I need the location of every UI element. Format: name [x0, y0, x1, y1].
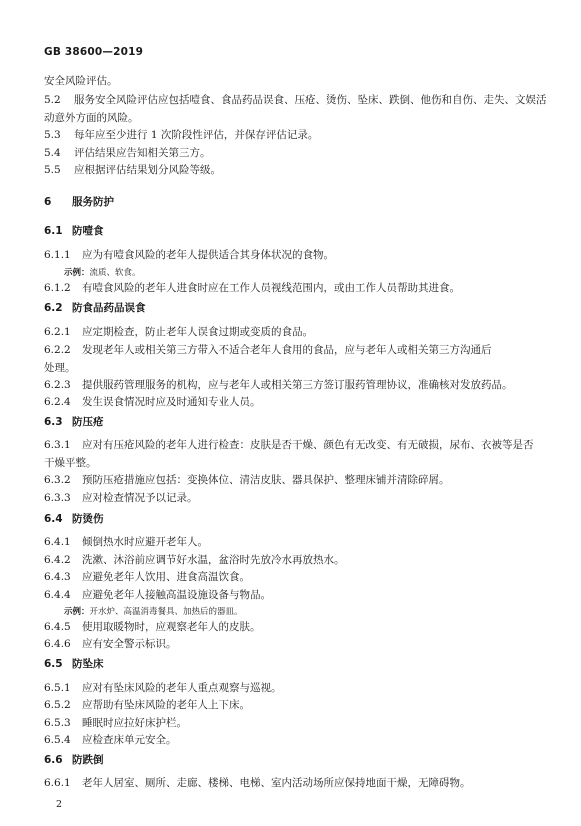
clause-6-5-4: 6.5.4 应检查床单元安全。 [44, 734, 177, 746]
clause-6-1-1: 6.1.1 应为有噎食风险的老年人提供适合其身体状况的食物。 [44, 249, 334, 261]
section-6-6-heading: 6.6 防跌倒 [44, 754, 104, 766]
page-number: 2 [56, 799, 63, 810]
clause-6-3-1-cont: 干燥平整。 [44, 457, 97, 469]
section-6-5-heading: 6.5 防坠床 [44, 658, 104, 670]
section-6-3-heading: 6.3 防压疮 [44, 416, 104, 428]
clause-5-2: 5.2 服务安全风险评估应包括噎食、食品药品误食、压疮、烫伤、坠床、跌倒、他伤和自伤、走失、文娱活 [44, 94, 547, 106]
section-6-2-heading: 6.2 防食品药品误食 [44, 302, 146, 314]
clause-6-4-3: 6.4.3 应避免老年人饮用、进食高温饮食。 [44, 571, 250, 583]
paragraph-continuation: 安全风险评估。 [44, 75, 118, 87]
clause-6-2-3: 6.2.3 提供服药管理服务的机构，应与老年人或相关第三方签订服药管理协议，准确核对发放药品。 [44, 379, 513, 391]
clause-6-2-1: 6.2.1 应定期检查，防止老年人误食过期或变质的食品。 [44, 326, 313, 338]
clause-6-2-2: 6.2.2 发现老年人或相关第三方带入不适合老年人食用的食品，应与老年人或相关第三方沟通后 [44, 344, 492, 356]
clause-6-4-6: 6.4.6 应有安全警示标识。 [44, 638, 177, 650]
clause-6-3-3: 6.3.3 应对检查情况予以记录。 [44, 492, 198, 504]
clause-6-5-2: 6.5.2 应帮助有坠床风险的老年人上下床。 [44, 699, 250, 711]
standard-code: GB 38600—2019 [44, 46, 144, 58]
clause-6-4-4: 6.4.4 应避免老年人接触高温设施设备与物品。 [44, 589, 271, 601]
clause-6-4-1: 6.4.1 倾倒热水时应避开老年人。 [44, 536, 208, 548]
clause-6-2-4: 6.2.4 发生误食情况时应及时通知专业人员。 [44, 396, 261, 408]
clause-6-3-1: 6.3.1 应对有压疮风险的老年人进行检查：皮肤是否干燥、颜色有无改变、有无破损，尿布、衣被等是否 [44, 439, 534, 451]
clause-5-5: 5.5 应根据评估结果划分风险等级。 [44, 164, 221, 176]
clause-6-1-2: 6.1.2 有噎食风险的老年人进食时应在工作人员视线范围内，或由工作人员帮助其进食。 [44, 282, 460, 294]
section-6-4-heading: 6.4 防烫伤 [44, 513, 104, 525]
clause-5-3: 5.3 每年应至少进行 1 次阶段性评估，并保存评估记录。 [44, 129, 319, 141]
clause-6-5-3: 6.5.3 睡眠时应拉好床护栏。 [44, 717, 187, 729]
clause-5-2-cont: 动意外方面的风险。 [44, 112, 139, 124]
section-6-1-heading: 6.1 防噎食 [44, 225, 104, 237]
clause-6-5-1: 6.5.1 应对有坠床风险的老年人重点观察与巡视。 [44, 682, 282, 694]
clause-5-4: 5.4 评估结果应告知相关第三方。 [44, 147, 211, 159]
clause-6-3-2: 6.3.2 预防压疮措施应包括：变换体位、清洁皮肤、器具保护、整理床铺并清除碎屑。 [44, 474, 450, 486]
clause-6-6-1: 6.6.1 老年人居室、厕所、走廊、楼梯、电梯、室内活动场所应保持地面干燥，无障碍物。 [44, 777, 471, 789]
clause-6-4-5: 6.4.5 使用取暖物时，应观察老年人的皮肤。 [44, 621, 261, 633]
example-6-4-4: 示例：开水炉、高温消毒餐具、加热后的器皿。 [64, 607, 243, 617]
example-6-1-1: 示例：流质、软食。 [64, 268, 141, 278]
section-6-heading: 6 服务防护 [44, 196, 114, 208]
clause-6-4-2: 6.4.2 洗漱、沐浴前应调节好水温，盆浴时先放冷水再放热水。 [44, 554, 345, 566]
clause-6-2-2-cont: 处理。 [44, 362, 76, 374]
